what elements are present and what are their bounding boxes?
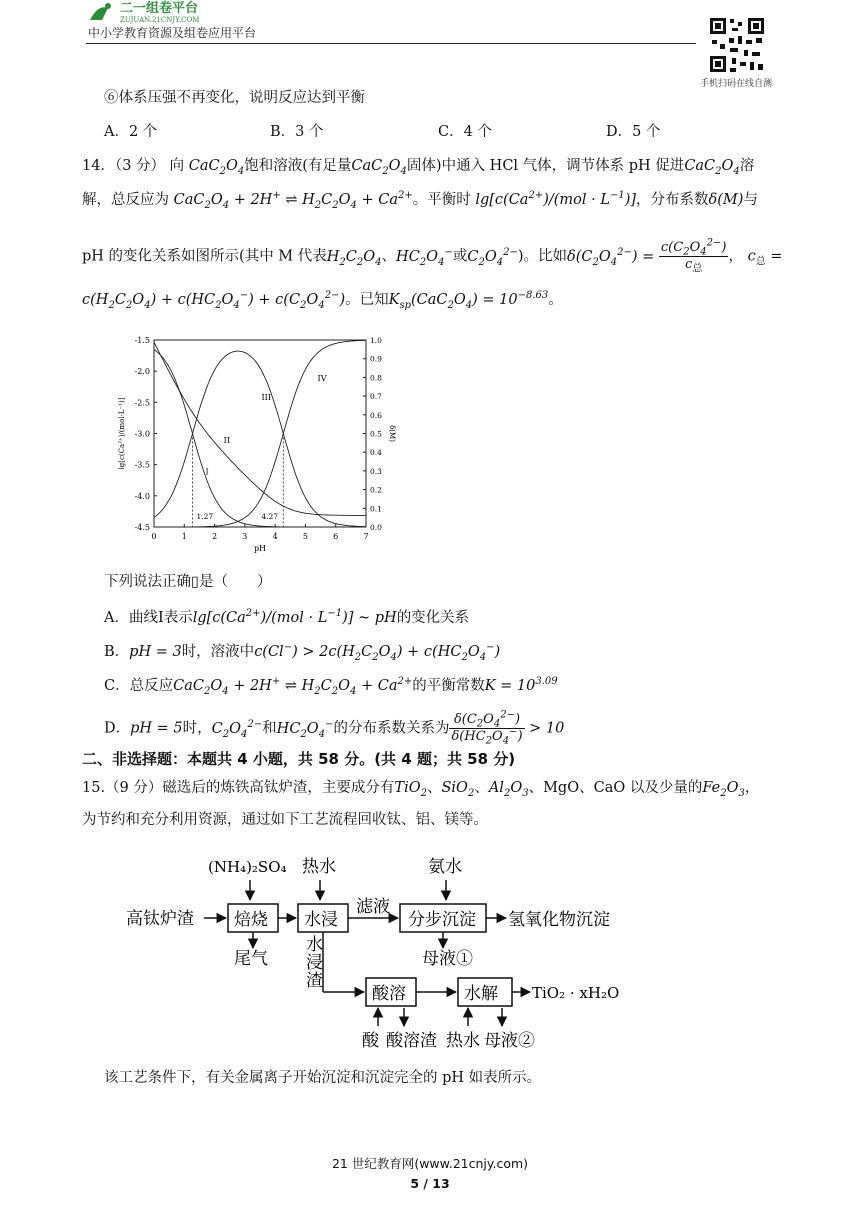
series-label-IV: IV <box>317 374 327 384</box>
option-text: 的变化关系 <box>396 610 470 626</box>
x-axis-label: pH <box>253 544 267 553</box>
q14-text: ， <box>728 248 743 265</box>
y-left-tick-label: -1.5 <box>134 336 150 345</box>
option-text: 时， <box>182 720 212 737</box>
fraction: $\frac{\delta(C_2O_4^{2-})}{\delta(HC_2O_4^-)}$ <box>451 709 523 747</box>
input-slag: 高钛炉渣 <box>126 909 194 929</box>
q14-option-a[interactable]: A．曲线Ⅰ表示$\lg[c(Ca^{2+})/(mol \cdot L^{-1})]$ ~ pH的变化关系 <box>104 608 470 626</box>
y-left-tick-label: -4.0 <box>134 491 150 501</box>
box-acid-dissolve-label: 酸溶 <box>372 984 406 1004</box>
mother-liquor-1: 母液① <box>422 949 473 969</box>
section-heading: 二、非选择题：本题共 4 小题，共 58 分。(共 4 题；共 58 分) <box>82 750 516 768</box>
y-right-tick-label: 0.6 <box>370 410 382 420</box>
y-right-tick-label: 0.3 <box>370 466 382 476</box>
q15-text: ， <box>744 780 760 796</box>
box-roasting-label: 焙烧 <box>234 910 268 930</box>
bottom-hot-water: 热水 <box>446 1031 480 1051</box>
q14-text: 解，总反应为 <box>82 192 169 208</box>
option-text: 的分布系数关系为 <box>333 720 450 737</box>
output-tio2: TiO₂ · xH₂O <box>532 984 620 1002</box>
y-left-axis-label: lg[c(Ca²⁺)/(mol·L⁻¹)] <box>118 397 126 470</box>
q14-text: 溶 <box>739 158 755 174</box>
option-text: C．总反应 <box>104 678 174 694</box>
y-right-tick-label: 0.2 <box>370 485 382 495</box>
option-text: 时，溶液中 <box>181 644 255 660</box>
reagent-ammonium-sulfate: (NH₄)₂SO₄ <box>208 858 287 876</box>
series-label-II: II <box>223 435 230 445</box>
q13-option-b[interactable]: B．3 个 <box>270 124 324 140</box>
q14-text: 固体)中通入 HCl 气体，调节体系 pH 促进 <box>406 158 685 174</box>
page-number: 5 / 13 <box>410 1176 450 1191</box>
q14-line1: 14．（3 分） 向 $CaC_2O_4$饱和溶液(有足量$CaC_2O_4$固体)中通入 HCl 气体，调节体系 pH 促进$CaC_2O_4$溶 <box>82 158 755 177</box>
option-text: 和 <box>262 720 277 737</box>
option-text: 的平衡常数 <box>412 678 485 694</box>
filtrate-label: 滤液 <box>356 897 390 917</box>
box-stepwise-precip-label: 分步沉淀 <box>408 910 476 930</box>
q14-line2: 解，总反应为 $CaC_2O_4 + 2H^+$ ⇌ $H_2C_2O_4 + Ca^{2+}$。平衡时 $\lg[c(Ca^{2+})/(mol \cdot L^{-1})]$，分布系数δ(M)与 <box>82 190 758 211</box>
q14-text: 。已知 <box>345 292 389 308</box>
q13-option-c[interactable]: C．4 个 <box>438 124 492 140</box>
q14-text: ，分布系数 <box>636 192 709 208</box>
y-right-axis-label: δ(M) <box>388 425 396 442</box>
x-tick-label: 0 <box>151 532 157 541</box>
logo-url: ZUJUAN.21CNJY.COM <box>120 16 200 24</box>
y-left-tick-label: -2.0 <box>134 367 150 377</box>
y-right-tick-label: 0.1 <box>370 504 382 514</box>
q14-option-b[interactable]: B．pH = 3时，溶液中$c(Cl^-) > 2c(H_2C_2O_4) + c(HC_2O_4^-)$ <box>104 642 501 663</box>
annotation-label: 4.27 <box>261 512 279 521</box>
q14-text: pH 的变化关系如图所示(其中 M 代表 <box>82 248 327 265</box>
series-label-I: I <box>205 467 209 477</box>
q14-option-c[interactable]: C．总反应$CaC_2O_4 + 2H^+$ ⇌ $H_2C_2O_4 + Ca^{2+}$的平衡常数$K = 10^{3.09}$ <box>104 676 558 697</box>
distribution-chart <box>112 326 396 558</box>
x-tick-label: 6 <box>333 532 339 541</box>
qr-caption: 手机扫码在线自测 <box>700 79 773 89</box>
y-right-tick-label: 0.5 <box>370 429 382 439</box>
q14-text: )。比如 <box>517 248 567 265</box>
option-text: B． <box>104 644 130 660</box>
site-logo <box>86 0 276 24</box>
q14-prompt: 下列说法正确▯是（ ） <box>104 574 272 590</box>
y-left-tick-label: -3.0 <box>134 429 150 439</box>
y-right-tick-label: 0.7 <box>370 392 382 402</box>
reagent-hot-water: 热水 <box>302 857 336 877</box>
residue-label: 水 <box>306 935 323 955</box>
x-tick-label: 7 <box>363 532 369 541</box>
q14-line4: $c(H_2C_2O_4) + c(HC_2O_4^-) + c(C_2O_4^{2-})$。已知$K_{sp}(CaC_2O_4) = 10^{-8.63}$。 <box>82 290 563 311</box>
bottom-acid-residue: 酸溶渣 <box>386 1031 437 1051</box>
y-right-tick-label: 0.0 <box>370 523 382 532</box>
q14-option-d[interactable]: D．pH = 5时，$C_2O_4^{2-}$和$HC_2O_4^-$的分布系数关系为 $\frac{\delta(C_2O_4^{2-})}{\delta(HC_2O_4^-)}$ > 10 <box>104 709 565 747</box>
q14-line3: pH 的变化关系如图所示(其中 M 代表$H_2C_2O_4$、$HC_2O_4^-$或$C_2O_4^{2-}$)。比如$\delta(C_2O_4^{2-})$ = $\frac{c(C_2O_4^{2-})}{c_总}$ ， $c_总$ = <box>82 237 783 275</box>
y-left-tick-label: -4.5 <box>134 523 150 532</box>
y-right-tick-label: 0.4 <box>370 448 382 458</box>
process-flow-diagram <box>120 848 640 1054</box>
y-right-tick-label: 1.0 <box>370 336 382 345</box>
logo-title: 二一组卷平台 <box>120 1 199 16</box>
q13-item6: ⑥体系压强不再变化，说明反应达到平衡 <box>104 90 365 106</box>
x-tick-label: 3 <box>242 532 248 541</box>
footer-site: 21 世纪教育网(www.21cnjy.com) <box>331 1156 529 1171</box>
q14-text: 或 <box>452 248 468 265</box>
exhaust-label: 尾气 <box>234 949 268 969</box>
mother-liquor-2: 母液② <box>484 1031 535 1051</box>
x-tick-label: 4 <box>272 532 278 541</box>
q14-text: 与 <box>743 192 758 208</box>
series-label-III: III <box>261 392 271 402</box>
x-tick-label: 2 <box>212 532 218 541</box>
qr-code-icon[interactable] <box>708 16 766 74</box>
q13-option-d[interactable]: D．5 个 <box>606 124 661 140</box>
q14-number: 14．（3 分） <box>82 158 166 174</box>
q15-line1: 15.（9 分）磁选后的炼铁高钛炉渣，主要成分有TiO$_2$、SiO$_2$、$Al_2O_3$、MgO、CaO 以及少量的$Fe_2O_3$， <box>82 780 760 799</box>
q14-text: 饱和溶液(有足量 <box>244 158 352 174</box>
residue-label: 浸 <box>306 953 323 973</box>
option-text: A．曲线Ⅰ表示 <box>104 610 193 626</box>
box-water-leach-label: 水浸 <box>304 910 338 930</box>
annotation-label: 1.27 <box>196 512 214 521</box>
x-tick-label: 1 <box>181 532 187 541</box>
bottom-acid: 酸 <box>362 1031 379 1051</box>
header-subtitle: 中小学教育资源及组卷应用平台 <box>88 26 257 40</box>
q15-after: 该工艺条件下，有关金属离子开始沉淀和沉淀完全的 pH 如表所示。 <box>104 1070 542 1086</box>
q15-text: 、MgO、CaO 以及少量的 <box>528 780 703 796</box>
y-left-tick-label: -2.5 <box>134 398 150 408</box>
y-left-tick-label: -3.5 <box>134 460 150 470</box>
option-text: D． <box>104 720 131 737</box>
q14-text: 向 <box>169 158 185 174</box>
header-divider <box>86 43 696 44</box>
y-right-tick-label: 0.8 <box>370 373 382 383</box>
box-hydrolysis-label: 水解 <box>464 984 498 1004</box>
q15-line2: 为节约和充分利用资源，通过如下工艺流程回收钛、铝、镁等。 <box>82 812 488 828</box>
q14-text: 。平衡时 <box>412 192 471 208</box>
q13-option-a[interactable]: A．2 个 <box>104 124 158 140</box>
output-hydroxide: 氢氧化物沉淀 <box>508 910 610 930</box>
q15-text: 15.（9 分）磁选后的炼铁高钛炉渣，主要成分有 <box>82 780 395 796</box>
residue-label: 渣 <box>306 971 323 991</box>
y-right-tick-label: 0.9 <box>370 354 382 364</box>
reagent-ammonia: 氨水 <box>428 857 462 877</box>
fraction: $\frac{c(C_2O_4^{2-})}{c_总}$ <box>660 237 727 275</box>
x-tick-label: 5 <box>302 532 308 541</box>
